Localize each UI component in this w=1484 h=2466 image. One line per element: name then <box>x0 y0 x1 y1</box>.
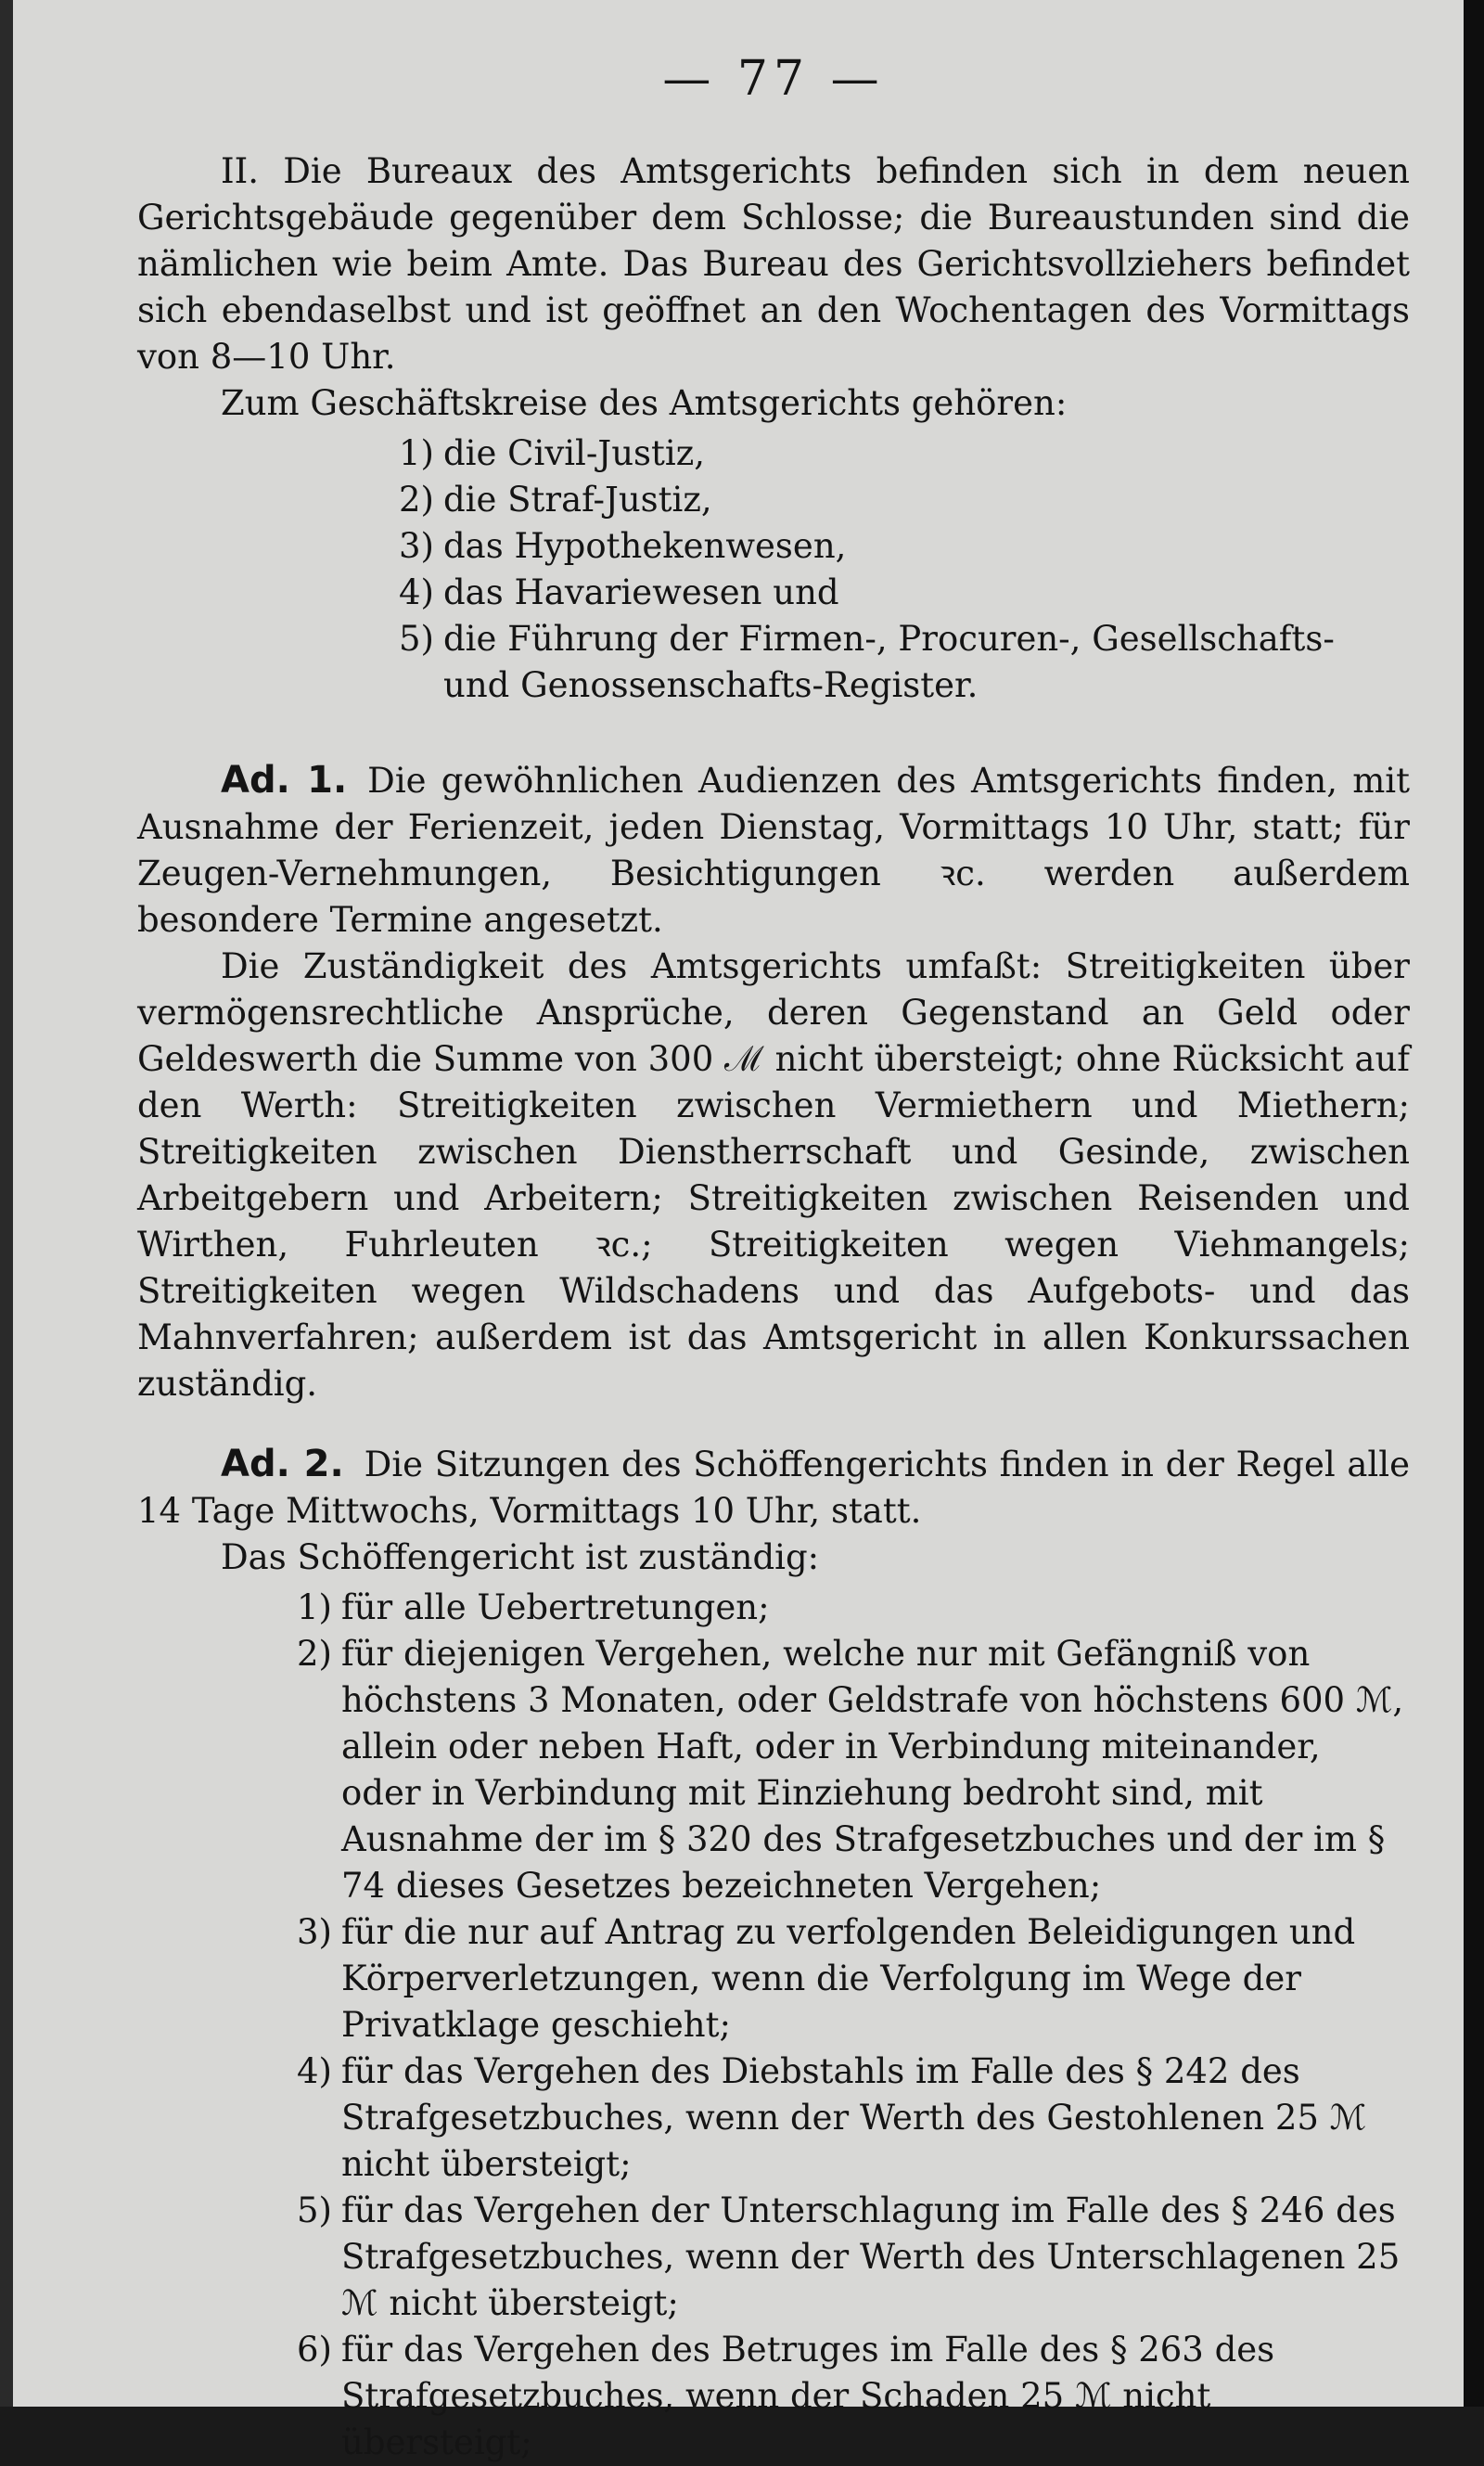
section-ii-text: Die Bureaux des Amtsgerichts befinden sich in dem neuen Gerichtsgebäude gegenüber dem Schlosse; die Bureaustunden sind die nämlichen wie beim Amte. Das Bureau des Gerichtsvollziehers befindet sich ebendaselbst und ist geöffnet an den Wochentagen des Vormittags von 8—10 Uhr. <box>137 151 1410 377</box>
list-item <box>137 430 1410 477</box>
item-text: die Straf-Justiz, <box>443 480 712 520</box>
ad2-intro: Das Schöffengericht ist zuständig: <box>221 1537 820 1577</box>
item-text: die Civil-Justiz, <box>443 433 705 473</box>
item-number: 6) <box>297 2330 332 2370</box>
item-number: 5) <box>399 619 434 659</box>
list-item <box>137 2049 1410 2188</box>
ad2-paragraph <box>137 1441 1410 1535</box>
ad1-text: Die gewöhnlichen Audienzen des Amtsgerichts finden, mit Ausnahme der Ferienzeit, jeden Dienstag, Vormittags 10 Uhr, statt; für Zeugen-Vernehmungen, Besichtigungen ꝛc. werden außerdem besondere Termine angesetzt. <box>137 761 1410 940</box>
section-ii-label: II. <box>221 151 259 191</box>
list-item <box>137 523 1410 570</box>
item-text: für alle Uebertretungen; <box>341 1587 770 1627</box>
list-item <box>137 570 1410 616</box>
item-text: für das Vergehen des Betruges im Falle des § 263 des Strafgesetzbuches, wenn der Schaden 25 ℳ nicht übersteigt; <box>341 2330 1275 2462</box>
item-number: 1) <box>399 433 434 473</box>
section-ii-paragraph <box>137 148 1410 380</box>
item-text: für das Vergehen der Unterschlagung im Falle des § 246 des Strafgesetzbuches, wenn der Werth des Unterschlagenen 25 ℳ nicht übersteigt; <box>341 2190 1401 2323</box>
list-item <box>137 2188 1410 2327</box>
item-number: 5) <box>297 2190 332 2230</box>
item-number: 4) <box>297 2051 332 2091</box>
page-edge-right <box>1464 0 1484 2407</box>
item-number: 2) <box>297 1634 332 1674</box>
item-text: für die nur auf Antrag zu verfolgenden Beleidigungen und Körperverletzungen, wenn die Verfolgung im Wege der Privatklage geschieht; <box>341 1912 1356 2045</box>
list-item <box>137 2327 1410 2466</box>
item-number: 2) <box>399 480 434 520</box>
item-text: für das Vergehen des Diebstahls im Falle des § 242 des Strafgesetzbuches, wenn der Werth des Gestohlenen 25 ℳ nicht übersteigt; <box>341 2051 1367 2184</box>
item-number: 3) <box>399 526 434 566</box>
item-text: die Führung der Firmen-, Procuren-, Gesellschafts- und Genossenschafts-Register. <box>443 619 1335 705</box>
schoeffengericht-list <box>137 1585 1410 2466</box>
ad2-label: Ad. 2. <box>221 1443 344 1485</box>
ad2-text: Die Sitzungen des Schöffengerichts finden in der Regel alle 14 Tage Mittwochs, Vormittags 10 Uhr, statt. <box>137 1445 1410 1531</box>
page-edge-left <box>0 0 13 2407</box>
item-number: 1) <box>297 1587 332 1627</box>
item-number: 4) <box>399 572 434 612</box>
item-text: das Havariewesen und <box>443 572 839 612</box>
ad1-label: Ad. 1. <box>221 759 348 802</box>
list-item <box>137 1585 1410 1631</box>
list-item <box>137 616 1410 709</box>
list-item <box>137 1631 1410 1909</box>
jurisdiction-intro: Zum Geschäftskreise des Amtsgerichts gehören: <box>221 383 1068 423</box>
list-item <box>137 477 1410 523</box>
item-number: 3) <box>297 1912 332 1952</box>
list-item <box>137 1909 1410 2049</box>
jurisdiction-list <box>137 430 1410 709</box>
item-text: für diejenigen Vergehen, welche nur mit Gefängniß von höchstens 3 Monaten, oder Geldstrafe von höchstens 600 ℳ, allein oder neben Haft, oder in Verbindung miteinander, oder in Verbindung mit Einziehung bedroht sind, mit Ausnahme der im § 320 des Strafgesetzbuches und der im § 74 dieses Gesetzes bezeichneten Vergehen; <box>341 1634 1404 1906</box>
page-number: — 77 — <box>662 51 885 107</box>
ad1-paragraph <box>137 757 1410 944</box>
ad1-jurisdiction-paragraph: Die Zuständigkeit des Amtsgerichts umfaßt: Streitigkeiten über vermögensrechtliche Ansprüche, deren Gegenstand an Geld oder Geldeswerth die Summe von 300 ℳ nicht übersteigt; ohne Rücksicht auf den Werth: Streitigkeiten zwischen Vermiethern und Miethern; Streitigkeiten zwischen Dienstherrschaft und Gesinde, zwischen Arbeitgebern und Arbeitern; Streitigkeiten zwischen Reisenden und Wirthen, Fuhrleuten ꝛc.; Streitigkeiten wegen Viehmangels; Streitigkeiten wegen Wildschadens und das Aufgebots- und das Mahnverfahren; außerdem ist das Amtsgericht in allen Konkurssachen zuständig. <box>137 946 1410 1404</box>
item-text: das Hypothekenwesen, <box>443 526 847 566</box>
